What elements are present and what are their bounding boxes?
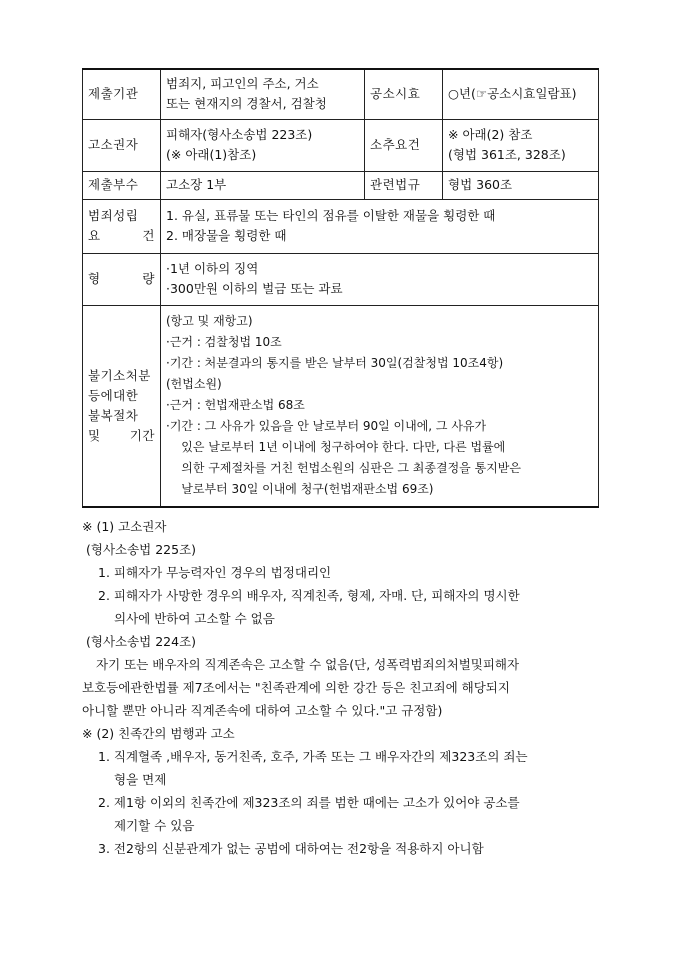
note-item: 1. 피해자가 무능력자인 경우의 법정대리인 <box>98 565 332 580</box>
row-appeal-procedure <box>83 305 599 507</box>
value-complainant: 피해자(형사소송법 223조) (※ 아래(1)참조) <box>161 119 365 171</box>
row-complainant <box>83 119 599 171</box>
note-item: 2. 제1항 이외의 친족간에 제323조의 죄를 범한 때에는 고소가 있어야 공소를 <box>98 795 520 810</box>
value-crime-requirements: 1. 유실, 표류물 또는 타인의 점유를 이탈한 재물을 횡령한 때 2. 매장물을 횡령한 때 <box>161 199 599 253</box>
label-complainant: 고소권자 <box>83 119 161 171</box>
label-submit-agency: 제출기관 <box>83 69 161 119</box>
row-crime-requirements <box>83 199 599 253</box>
label-crime-requirements: 범죄성립 요 건 <box>83 199 161 253</box>
value-penalty: ·1년 이하의 징역 ·300만원 이하의 벌금 또는 과료 <box>161 253 599 305</box>
note-paragraph: 아니할 뿐만 아니라 직계존속에 대하여 고소할 수 있다."고 규정함) <box>82 703 443 718</box>
note-paragraph: 자기 또는 배우자의 직계존속은 고소할 수 없음(단, 성폭력범죄의처벌및피해자 <box>96 657 520 672</box>
row-submit-agency <box>83 69 599 119</box>
label-copies: 제출부수 <box>83 171 161 199</box>
note-relatives-heading: ※ (2) 친족간의 범행과 고소 <box>82 726 235 741</box>
note-law-224: (형사소송법 224조) <box>86 634 197 649</box>
note-item-continued: 형을 면제 <box>114 772 167 787</box>
value-prosecution-requirement: ※ 아래(2) 참조 (형법 361조, 328조) <box>443 119 599 171</box>
value-copies: 고소장 1부 <box>161 171 365 199</box>
value-related-law: 형법 360조 <box>443 171 599 199</box>
note-item: 1. 직계혈족 ,배우자, 동거친족, 호주, 가족 또는 그 배우자간의 제323조의 죄는 <box>98 749 528 764</box>
note-law-225: (형사소송법 225조) <box>86 542 197 557</box>
label-prosecution-requirement: 소추요건 <box>365 119 443 171</box>
note-item-continued: 제기할 수 있음 <box>114 818 195 833</box>
notes-section <box>82 515 598 860</box>
row-copies <box>83 171 599 199</box>
note-complainant-heading: ※ (1) 고소권자 <box>82 519 167 534</box>
label-appeal-procedure: 불기소처분 등에대한 불복절차 및 기간 <box>83 305 161 507</box>
note-item: 3. 전2항의 신분관계가 없는 공범에 대하여는 전2항을 적용하지 아니함 <box>98 841 484 856</box>
row-penalty <box>83 253 599 305</box>
info-table <box>82 68 599 508</box>
label-penalty: 형 량 <box>83 253 161 305</box>
label-statute-limitations: 공소시효 <box>365 69 443 119</box>
note-item-continued: 의사에 반하여 고소할 수 없음 <box>114 611 275 626</box>
note-paragraph: 보호등에관한법률 제7조에서는 "친족관계에 의한 강간 등은 친고죄에 해당되지 <box>82 680 510 695</box>
value-statute-limitations: ○년(☞공소시효일람표) <box>443 69 599 119</box>
value-appeal-procedure: (항고 및 재항고) ·근거 : 검찰청법 10조 ·기간 : 처분결과의 통지를 받은 날부터 30일(검찰청법 10조4항) (헌법소원) ·근거 : 헌법재판소법 68조 ·기간 : 그 사유가 있음을 안 날로부터 90일 이내에, 그 사유가 있은 날로부터 1년 이내에 청구하여야 한다. 다만, 다른 법률에 의한 구제절차를 거친 헌법소원의 심판은 그 최종결정을 통지받은 날로부터 30일 이내에 청구(헌법재판소법 69조) <box>161 305 599 507</box>
note-item: 2. 피해자가 사망한 경우의 배우자, 직계친족, 형제, 자매. 단, 피해자의 명시한 <box>98 588 520 603</box>
value-submit-agency: 범죄지, 피고인의 주소, 거소 또는 현재지의 경찰서, 검찰청 <box>161 69 365 119</box>
label-related-law: 관련법규 <box>365 171 443 199</box>
